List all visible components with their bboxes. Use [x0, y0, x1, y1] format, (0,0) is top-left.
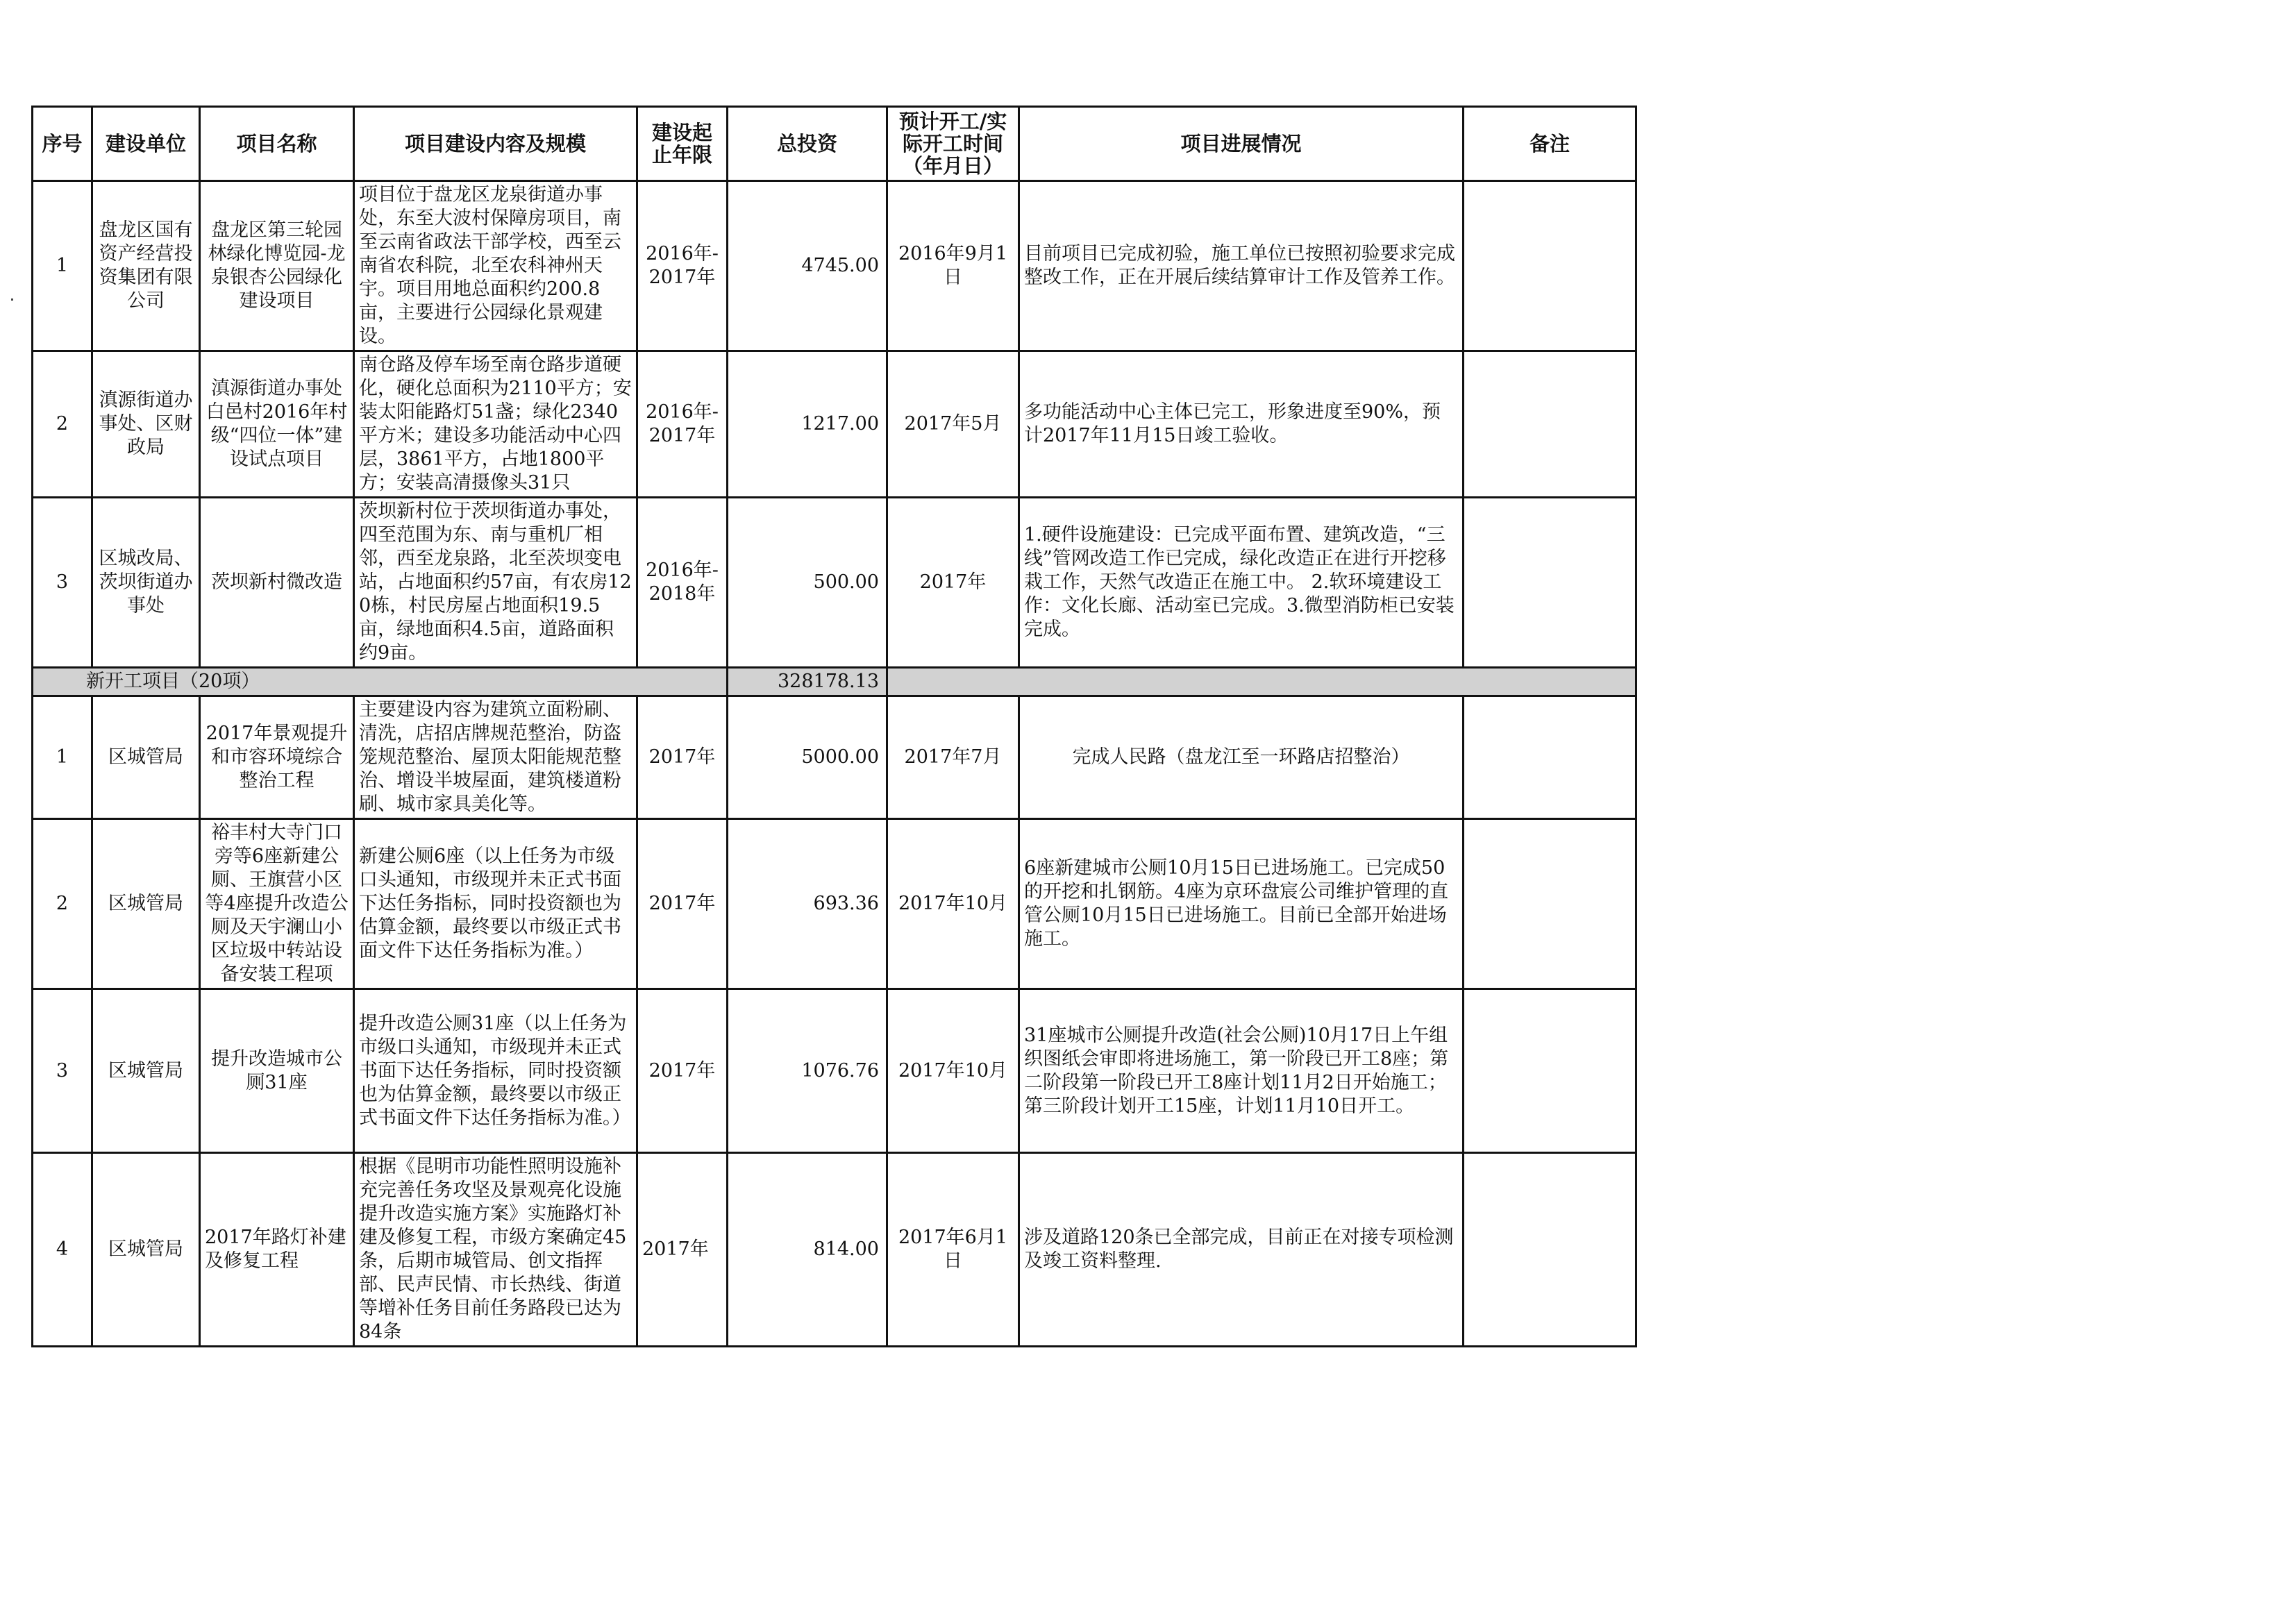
- cell-content: 新建公厕6座（以上任务为市级口头通知，市级现并未正式书面下达任务指标，同时投资额也为估算金额，最终要以市级正式书面文件下达任务指标为准。）: [354, 819, 637, 989]
- header-progress: 项目进展情况: [1019, 107, 1464, 181]
- cell-period: 2016年-2017年: [637, 351, 728, 498]
- section-total: 328178.13: [728, 668, 887, 696]
- cell-invest: 814.00: [728, 1153, 887, 1347]
- cell-content: 根据《昆明市功能性照明设施补充完善任务攻坚及景观亮化设施提升改造实施方案》实施路灯补建及修复工程，市级方案确定45条，后期市城管局、创文指挥部、民声民情、市长热线、街道等增补任务目前任务路段已达为84条: [354, 1153, 637, 1347]
- cell-note: [1464, 696, 1636, 819]
- cell-progress: 目前项目已完成初验，施工单位已按照初验要求完成整改工作，正在开展后续结算审计工作及管养工作。: [1019, 181, 1464, 351]
- scan-dot: [11, 298, 13, 301]
- header-period: 建设起止年限: [637, 107, 728, 181]
- header-row: [33, 107, 1636, 181]
- cell-note: [1464, 1153, 1636, 1347]
- cell-unit: 区城管局: [92, 989, 200, 1153]
- header-start: 预计开工/实际开工时间（年月日）: [887, 107, 1019, 181]
- cell-unit: 滇源街道办事处、区财政局: [92, 351, 200, 498]
- table-row: [33, 181, 1636, 351]
- cell-content: 茨坝新村位于茨坝街道办事处，四至范围为东、南与重机厂相邻，西至龙泉路，北至茨坝变电站，占地面积约57亩，有农房120栋，村民房屋占地面积19.5亩，绿地面积4.5亩，道路面积约9亩。: [354, 498, 637, 668]
- cell-progress: 31座城市公厕提升改造(社会公厕)10月17日上午组织图纸会审即将进场施工，第一阶段已开工8座；第二阶段第一阶段已开工8座计划11月2日开始施工；第三阶段计划开工15座，计划11月10日开工。: [1019, 989, 1464, 1153]
- cell-start: 2016年9月1日: [887, 181, 1019, 351]
- header-note: 备注: [1464, 107, 1636, 181]
- header-invest: 总投资: [728, 107, 887, 181]
- cell-invest: 5000.00: [728, 696, 887, 819]
- cell-name: 2017年景观提升和市容环境综合整治工程: [200, 696, 354, 819]
- project-progress-table: [31, 106, 1637, 1347]
- cell-seq: 3: [33, 498, 92, 668]
- cell-content: 南仓路及停车场至南仓路步道硬化，硬化总面积为2110平方；安装太阳能路灯51盏；绿化2340平方米；建设多功能活动中心四层，3861平方，占地1800平方；安装高清摄像头31只: [354, 351, 637, 498]
- cell-name: 裕丰村大寺门口旁等6座新建公厕、王旗营小区等4座提升改造公厕及天宇澜山小区垃圾中转站设备安装工程项: [200, 819, 354, 989]
- cell-seq: 1: [33, 181, 92, 351]
- cell-unit: 区城管局: [92, 696, 200, 819]
- cell-invest: 4745.00: [728, 181, 887, 351]
- cell-note: [1464, 181, 1636, 351]
- cell-start: 2017年10月: [887, 989, 1019, 1153]
- cell-period: 2017年: [637, 819, 728, 989]
- section-label-text: 新开工项目（20项）: [86, 671, 260, 692]
- table-row: [33, 1153, 1636, 1347]
- section-row: [33, 668, 1636, 696]
- cell-start: 2017年6月1日: [887, 1153, 1019, 1347]
- cell-progress: 1.硬件设施建设：已完成平面布置、建筑改造，“三线”管网改造工作已完成，绿化改造正在进行开挖移栽工作，天然气改造正在施工中。 2.软环境建设工作：文化长廊、活动室已完成。3.微型消防柜已安装完成。: [1019, 498, 1464, 668]
- cell-invest: 500.00: [728, 498, 887, 668]
- cell-progress: 完成人民路（盘龙江至一环路店招整治）: [1019, 696, 1464, 819]
- cell-name: 提升改造城市公厕31座: [200, 989, 354, 1153]
- cell-name: 茨坝新村微改造: [200, 498, 354, 668]
- cell-seq: 2: [33, 351, 92, 498]
- cell-unit: 盘龙区国有资产经营投资集团有限公司: [92, 181, 200, 351]
- cell-progress: 多功能活动中心主体已完工，形象进度至90%，预计2017年11月15日竣工验收。: [1019, 351, 1464, 498]
- cell-name: 盘龙区第三轮园林绿化博览园-龙泉银杏公园绿化建设项目: [200, 181, 354, 351]
- cell-note: [1464, 498, 1636, 668]
- table-row: [33, 819, 1636, 989]
- cell-unit: 区城管局: [92, 1153, 200, 1347]
- table-row: [33, 351, 1636, 498]
- cell-invest: 693.36: [728, 819, 887, 989]
- cell-start: 2017年7月: [887, 696, 1019, 819]
- cell-name: 滇源街道办事处白邑村2016年村级“四位一体”建设试点项目: [200, 351, 354, 498]
- table-row: [33, 696, 1636, 819]
- cell-seq: 3: [33, 989, 92, 1153]
- cell-seq: 4: [33, 1153, 92, 1347]
- cell-period: 2017年: [637, 696, 728, 819]
- cell-unit: 区城管局: [92, 819, 200, 989]
- cell-period: 2017年: [637, 989, 728, 1153]
- cell-unit: 区城改局、茨坝街道办事处: [92, 498, 200, 668]
- cell-invest: 1076.76: [728, 989, 887, 1153]
- header-unit: 建设单位: [92, 107, 200, 181]
- table-row: [33, 498, 1636, 668]
- cell-note: [1464, 351, 1636, 498]
- cell-period: 2016年-2017年: [637, 181, 728, 351]
- section-label: [33, 668, 728, 696]
- cell-start: 2017年: [887, 498, 1019, 668]
- header-seq: 序号: [33, 107, 92, 181]
- cell-period: 2017年: [637, 1153, 728, 1347]
- cell-progress: 6座新建城市公厕10月15日已进场施工。已完成50的开挖和扎钢筋。4座为京环盘宸公司维护管理的直管公厕10月15日已进场施工。目前已全部开始进场施工。: [1019, 819, 1464, 989]
- cell-seq: 1: [33, 696, 92, 819]
- section-filler: [887, 668, 1636, 696]
- cell-content: 项目位于盘龙区龙泉街道办事处，东至大波村保障房项目，南至云南省政法干部学校，西至云南省农科院，北至农科神州天宇。项目用地总面积约200.8亩，主要进行公园绿化景观建设。: [354, 181, 637, 351]
- header-content: 项目建设内容及规模: [354, 107, 637, 181]
- cell-progress: 涉及道路120条已全部完成，目前正在对接专项检测及竣工资料整理.: [1019, 1153, 1464, 1347]
- cell-content: 提升改造公厕31座（以上任务为市级口头通知，市级现并未正式书面下达任务指标，同时投资额也为估算金额，最终要以市级正式书面文件下达任务指标为准。）: [354, 989, 637, 1153]
- cell-name: 2017年路灯补建及修复工程: [200, 1153, 354, 1347]
- cell-seq: 2: [33, 819, 92, 989]
- cell-period: 2016年-2018年: [637, 498, 728, 668]
- table-row: [33, 989, 1636, 1153]
- cell-content: 主要建设内容为建筑立面粉刷、清洗，店招店牌规范整治，防盗笼规范整治、屋顶太阳能规范整治、增设半坡屋面，建筑楼道粉刷、城市家具美化等。: [354, 696, 637, 819]
- cell-start: 2017年5月: [887, 351, 1019, 498]
- cell-note: [1464, 819, 1636, 989]
- cell-note: [1464, 989, 1636, 1153]
- cell-start: 2017年10月: [887, 819, 1019, 989]
- header-name: 项目名称: [200, 107, 354, 181]
- cell-invest: 1217.00: [728, 351, 887, 498]
